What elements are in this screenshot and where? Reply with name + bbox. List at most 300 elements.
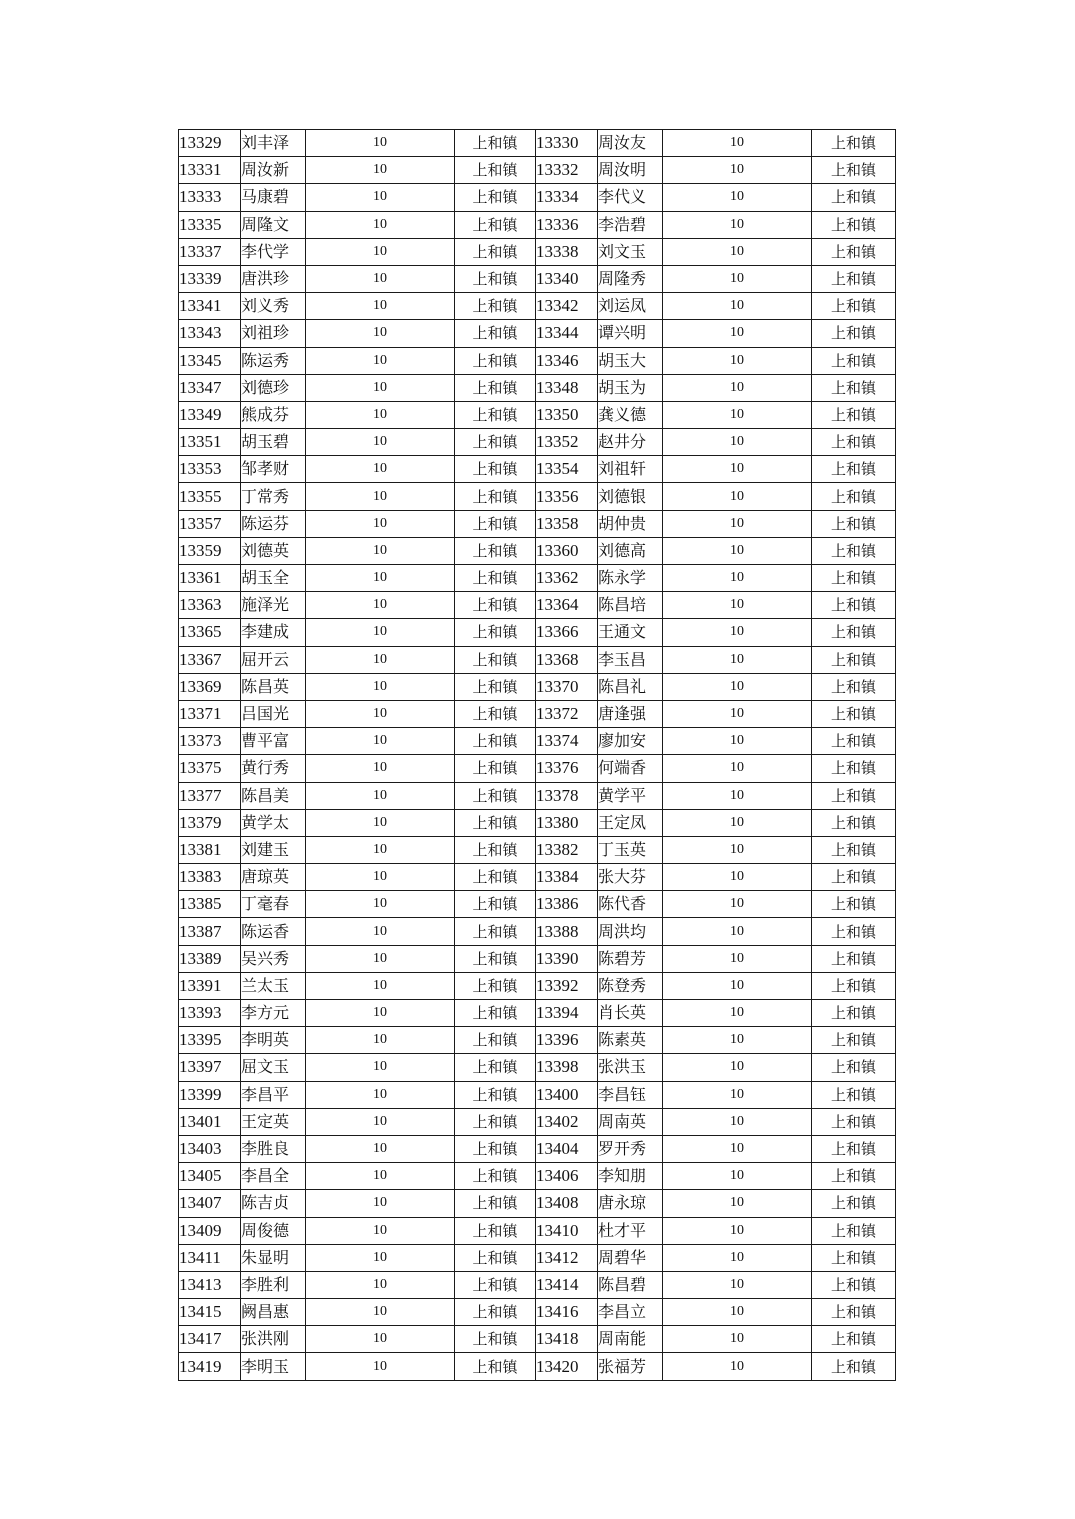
left-town-cell: 上和镇 (455, 1054, 536, 1081)
left-amount-cell: 10 (306, 700, 455, 727)
right-record-id-cell: 13350 (536, 401, 598, 428)
left-record-id-cell: 13401 (179, 1108, 241, 1135)
left-town-cell: 上和镇 (455, 1027, 536, 1054)
left-person-name-cell: 熊成芬 (241, 401, 306, 428)
left-person-name-cell: 吕国光 (241, 700, 306, 727)
right-town-cell: 上和镇 (812, 972, 896, 999)
table-row (179, 1217, 896, 1244)
right-amount-cell: 10 (663, 184, 812, 211)
right-person-name-cell: 陈登秀 (598, 972, 663, 999)
left-person-name-cell: 胡玉全 (241, 565, 306, 592)
left-amount-cell: 10 (306, 1244, 455, 1271)
left-record-id-cell: 13377 (179, 782, 241, 809)
left-person-name-cell: 陈运秀 (241, 347, 306, 374)
table-row (179, 320, 896, 347)
table-row (179, 130, 896, 157)
right-town-cell: 上和镇 (812, 1326, 896, 1353)
left-record-id-cell: 13415 (179, 1299, 241, 1326)
right-record-id-cell: 13402 (536, 1108, 598, 1135)
left-person-name-cell: 曹平富 (241, 728, 306, 755)
right-record-id-cell: 13416 (536, 1299, 598, 1326)
right-record-id-cell: 13378 (536, 782, 598, 809)
right-town-cell: 上和镇 (812, 537, 896, 564)
left-town-cell: 上和镇 (455, 1000, 536, 1027)
left-record-id-cell: 13337 (179, 238, 241, 265)
left-person-name-cell: 王定英 (241, 1108, 306, 1135)
table-row (179, 293, 896, 320)
right-person-name-cell: 杜才平 (598, 1217, 663, 1244)
left-amount-cell: 10 (306, 1190, 455, 1217)
left-person-name-cell: 刘建玉 (241, 836, 306, 863)
left-amount-cell: 10 (306, 1271, 455, 1298)
right-amount-cell: 10 (663, 673, 812, 700)
right-town-cell: 上和镇 (812, 700, 896, 727)
left-amount-cell: 10 (306, 1353, 455, 1380)
table-row (179, 673, 896, 700)
right-town-cell: 上和镇 (812, 864, 896, 891)
left-record-id-cell: 13419 (179, 1353, 241, 1380)
left-town-cell: 上和镇 (455, 1081, 536, 1108)
right-town-cell: 上和镇 (812, 1190, 896, 1217)
right-town-cell: 上和镇 (812, 565, 896, 592)
right-person-name-cell: 陈昌礼 (598, 673, 663, 700)
left-amount-cell: 10 (306, 728, 455, 755)
right-record-id-cell: 13384 (536, 864, 598, 891)
left-person-name-cell: 李明玉 (241, 1353, 306, 1380)
right-amount-cell: 10 (663, 1108, 812, 1135)
right-record-id-cell: 13380 (536, 809, 598, 836)
left-amount-cell: 10 (306, 456, 455, 483)
left-person-name-cell: 李胜良 (241, 1135, 306, 1162)
right-town-cell: 上和镇 (812, 456, 896, 483)
left-record-id-cell: 13369 (179, 673, 241, 700)
right-person-name-cell: 张大芬 (598, 864, 663, 891)
right-town-cell: 上和镇 (812, 809, 896, 836)
right-amount-cell: 10 (663, 809, 812, 836)
right-person-name-cell: 李昌立 (598, 1299, 663, 1326)
left-person-name-cell: 屈文玉 (241, 1054, 306, 1081)
table-row (179, 891, 896, 918)
left-record-id-cell: 13359 (179, 537, 241, 564)
left-amount-cell: 10 (306, 293, 455, 320)
right-record-id-cell: 13386 (536, 891, 598, 918)
right-amount-cell: 10 (663, 374, 812, 401)
left-amount-cell: 10 (306, 184, 455, 211)
left-person-name-cell: 施泽光 (241, 592, 306, 619)
right-town-cell: 上和镇 (812, 184, 896, 211)
right-record-id-cell: 13348 (536, 374, 598, 401)
right-town-cell: 上和镇 (812, 755, 896, 782)
right-record-id-cell: 13382 (536, 836, 598, 863)
left-person-name-cell: 周隆文 (241, 211, 306, 238)
table-row (179, 1000, 896, 1027)
right-person-name-cell: 李知朋 (598, 1163, 663, 1190)
left-person-name-cell: 邹孝财 (241, 456, 306, 483)
right-record-id-cell: 13366 (536, 619, 598, 646)
left-person-name-cell: 唐琼英 (241, 864, 306, 891)
right-amount-cell: 10 (663, 320, 812, 347)
left-amount-cell: 10 (306, 809, 455, 836)
right-record-id-cell: 13354 (536, 456, 598, 483)
left-town-cell: 上和镇 (455, 130, 536, 157)
left-town-cell: 上和镇 (455, 673, 536, 700)
right-town-cell: 上和镇 (812, 1299, 896, 1326)
right-record-id-cell: 13346 (536, 347, 598, 374)
right-town-cell: 上和镇 (812, 320, 896, 347)
left-record-id-cell: 13347 (179, 374, 241, 401)
left-person-name-cell: 李昌全 (241, 1163, 306, 1190)
left-town-cell: 上和镇 (455, 429, 536, 456)
right-person-name-cell: 张福芳 (598, 1353, 663, 1380)
left-person-name-cell: 刘祖珍 (241, 320, 306, 347)
right-town-cell: 上和镇 (812, 429, 896, 456)
left-person-name-cell: 陈吉贞 (241, 1190, 306, 1217)
right-person-name-cell: 陈昌培 (598, 592, 663, 619)
left-amount-cell: 10 (306, 401, 455, 428)
right-record-id-cell: 13418 (536, 1326, 598, 1353)
right-record-id-cell: 13352 (536, 429, 598, 456)
right-amount-cell: 10 (663, 1027, 812, 1054)
right-town-cell: 上和镇 (812, 836, 896, 863)
table-row (179, 782, 896, 809)
right-amount-cell: 10 (663, 483, 812, 510)
left-person-name-cell: 周俊德 (241, 1217, 306, 1244)
right-person-name-cell: 黄学平 (598, 782, 663, 809)
right-person-name-cell: 刘德高 (598, 537, 663, 564)
left-person-name-cell: 周汝新 (241, 157, 306, 184)
right-amount-cell: 10 (663, 1081, 812, 1108)
left-town-cell: 上和镇 (455, 1190, 536, 1217)
right-town-cell: 上和镇 (812, 1271, 896, 1298)
table-row (179, 184, 896, 211)
right-town-cell: 上和镇 (812, 211, 896, 238)
left-amount-cell: 10 (306, 755, 455, 782)
right-record-id-cell: 13358 (536, 510, 598, 537)
right-record-id-cell: 13420 (536, 1353, 598, 1380)
right-town-cell: 上和镇 (812, 293, 896, 320)
right-town-cell: 上和镇 (812, 891, 896, 918)
table-row (179, 456, 896, 483)
right-amount-cell: 10 (663, 537, 812, 564)
left-amount-cell: 10 (306, 945, 455, 972)
right-person-name-cell: 唐逢强 (598, 700, 663, 727)
right-record-id-cell: 13376 (536, 755, 598, 782)
left-town-cell: 上和镇 (455, 945, 536, 972)
right-record-id-cell: 13334 (536, 184, 598, 211)
right-record-id-cell: 13404 (536, 1135, 598, 1162)
right-person-name-cell: 龚义德 (598, 401, 663, 428)
left-amount-cell: 10 (306, 646, 455, 673)
right-person-name-cell: 周隆秀 (598, 265, 663, 292)
left-town-cell: 上和镇 (455, 728, 536, 755)
left-record-id-cell: 13349 (179, 401, 241, 428)
right-town-cell: 上和镇 (812, 945, 896, 972)
left-amount-cell: 10 (306, 1081, 455, 1108)
right-amount-cell: 10 (663, 646, 812, 673)
right-person-name-cell: 周汝明 (598, 157, 663, 184)
right-record-id-cell: 13396 (536, 1027, 598, 1054)
left-town-cell: 上和镇 (455, 700, 536, 727)
left-person-name-cell: 陈运芬 (241, 510, 306, 537)
left-person-name-cell: 陈昌美 (241, 782, 306, 809)
left-record-id-cell: 13407 (179, 1190, 241, 1217)
right-record-id-cell: 13368 (536, 646, 598, 673)
left-person-name-cell: 阙昌惠 (241, 1299, 306, 1326)
right-amount-cell: 10 (663, 1326, 812, 1353)
left-amount-cell: 10 (306, 1054, 455, 1081)
right-record-id-cell: 13360 (536, 537, 598, 564)
table-row (179, 157, 896, 184)
right-amount-cell: 10 (663, 755, 812, 782)
left-town-cell: 上和镇 (455, 1244, 536, 1271)
right-amount-cell: 10 (663, 565, 812, 592)
left-town-cell: 上和镇 (455, 157, 536, 184)
table-row (179, 1108, 896, 1135)
right-town-cell: 上和镇 (812, 1081, 896, 1108)
right-record-id-cell: 13338 (536, 238, 598, 265)
right-record-id-cell: 13412 (536, 1244, 598, 1271)
left-amount-cell: 10 (306, 211, 455, 238)
table-row (179, 592, 896, 619)
left-record-id-cell: 13335 (179, 211, 241, 238)
right-record-id-cell: 13410 (536, 1217, 598, 1244)
right-person-name-cell: 周汝友 (598, 130, 663, 157)
left-amount-cell: 10 (306, 1163, 455, 1190)
right-town-cell: 上和镇 (812, 1054, 896, 1081)
left-person-name-cell: 丁常秀 (241, 483, 306, 510)
right-amount-cell: 10 (663, 728, 812, 755)
left-record-id-cell: 13331 (179, 157, 241, 184)
left-record-id-cell: 13405 (179, 1163, 241, 1190)
left-amount-cell: 10 (306, 864, 455, 891)
roster-body (179, 130, 896, 1381)
right-town-cell: 上和镇 (812, 130, 896, 157)
left-town-cell: 上和镇 (455, 619, 536, 646)
table-row (179, 755, 896, 782)
right-amount-cell: 10 (663, 1244, 812, 1271)
left-record-id-cell: 13395 (179, 1027, 241, 1054)
left-amount-cell: 10 (306, 1027, 455, 1054)
right-town-cell: 上和镇 (812, 673, 896, 700)
right-town-cell: 上和镇 (812, 1108, 896, 1135)
right-town-cell: 上和镇 (812, 918, 896, 945)
right-town-cell: 上和镇 (812, 592, 896, 619)
left-amount-cell: 10 (306, 673, 455, 700)
left-town-cell: 上和镇 (455, 836, 536, 863)
left-town-cell: 上和镇 (455, 293, 536, 320)
left-town-cell: 上和镇 (455, 265, 536, 292)
table-row (179, 700, 896, 727)
left-record-id-cell: 13389 (179, 945, 241, 972)
right-person-name-cell: 陈素英 (598, 1027, 663, 1054)
left-amount-cell: 10 (306, 972, 455, 999)
left-amount-cell: 10 (306, 1299, 455, 1326)
table-row (179, 238, 896, 265)
right-record-id-cell: 13332 (536, 157, 598, 184)
left-person-name-cell: 李昌平 (241, 1081, 306, 1108)
table-row (179, 510, 896, 537)
right-amount-cell: 10 (663, 619, 812, 646)
right-record-id-cell: 13390 (536, 945, 598, 972)
right-amount-cell: 10 (663, 1190, 812, 1217)
left-person-name-cell: 黄行秀 (241, 755, 306, 782)
left-amount-cell: 10 (306, 374, 455, 401)
left-town-cell: 上和镇 (455, 347, 536, 374)
table-row (179, 728, 896, 755)
table-row (179, 1271, 896, 1298)
right-record-id-cell: 13392 (536, 972, 598, 999)
right-record-id-cell: 13388 (536, 918, 598, 945)
right-town-cell: 上和镇 (812, 1353, 896, 1380)
left-amount-cell: 10 (306, 1108, 455, 1135)
right-amount-cell: 10 (663, 918, 812, 945)
left-record-id-cell: 13381 (179, 836, 241, 863)
left-record-id-cell: 13353 (179, 456, 241, 483)
right-amount-cell: 10 (663, 1163, 812, 1190)
right-amount-cell: 10 (663, 1353, 812, 1380)
right-amount-cell: 10 (663, 265, 812, 292)
right-person-name-cell: 王定凤 (598, 809, 663, 836)
right-record-id-cell: 13356 (536, 483, 598, 510)
left-town-cell: 上和镇 (455, 755, 536, 782)
table-row (179, 347, 896, 374)
right-person-name-cell: 丁玉英 (598, 836, 663, 863)
left-amount-cell: 10 (306, 510, 455, 537)
right-amount-cell: 10 (663, 891, 812, 918)
right-person-name-cell: 周洪均 (598, 918, 663, 945)
left-amount-cell: 10 (306, 320, 455, 347)
left-person-name-cell: 黄学太 (241, 809, 306, 836)
table-row (179, 1081, 896, 1108)
right-amount-cell: 10 (663, 510, 812, 537)
left-record-id-cell: 13367 (179, 646, 241, 673)
left-record-id-cell: 13339 (179, 265, 241, 292)
table-row (179, 646, 896, 673)
right-amount-cell: 10 (663, 700, 812, 727)
right-amount-cell: 10 (663, 238, 812, 265)
right-person-name-cell: 唐永琼 (598, 1190, 663, 1217)
left-person-name-cell: 刘德珍 (241, 374, 306, 401)
right-person-name-cell: 刘文玉 (598, 238, 663, 265)
right-record-id-cell: 13414 (536, 1271, 598, 1298)
left-record-id-cell: 13383 (179, 864, 241, 891)
table-row (179, 211, 896, 238)
right-record-id-cell: 13408 (536, 1190, 598, 1217)
left-record-id-cell: 13351 (179, 429, 241, 456)
left-amount-cell: 10 (306, 347, 455, 374)
right-person-name-cell: 陈代香 (598, 891, 663, 918)
left-record-id-cell: 13373 (179, 728, 241, 755)
table-row (179, 1054, 896, 1081)
left-town-cell: 上和镇 (455, 238, 536, 265)
left-record-id-cell: 13361 (179, 565, 241, 592)
left-record-id-cell: 13417 (179, 1326, 241, 1353)
left-town-cell: 上和镇 (455, 1108, 536, 1135)
left-record-id-cell: 13413 (179, 1271, 241, 1298)
right-record-id-cell: 13370 (536, 673, 598, 700)
left-record-id-cell: 13355 (179, 483, 241, 510)
left-record-id-cell: 13343 (179, 320, 241, 347)
left-town-cell: 上和镇 (455, 972, 536, 999)
right-amount-cell: 10 (663, 157, 812, 184)
right-person-name-cell: 何端香 (598, 755, 663, 782)
left-town-cell: 上和镇 (455, 1163, 536, 1190)
right-town-cell: 上和镇 (812, 510, 896, 537)
right-person-name-cell: 肖长英 (598, 1000, 663, 1027)
left-town-cell: 上和镇 (455, 918, 536, 945)
right-amount-cell: 10 (663, 945, 812, 972)
left-person-name-cell: 兰太玉 (241, 972, 306, 999)
left-person-name-cell: 屈开云 (241, 646, 306, 673)
right-record-id-cell: 13394 (536, 1000, 598, 1027)
right-person-name-cell: 谭兴明 (598, 320, 663, 347)
right-person-name-cell: 刘祖轩 (598, 456, 663, 483)
left-amount-cell: 10 (306, 130, 455, 157)
table-row (179, 836, 896, 863)
right-amount-cell: 10 (663, 211, 812, 238)
left-town-cell: 上和镇 (455, 320, 536, 347)
left-record-id-cell: 13365 (179, 619, 241, 646)
left-amount-cell: 10 (306, 238, 455, 265)
left-record-id-cell: 13385 (179, 891, 241, 918)
right-amount-cell: 10 (663, 972, 812, 999)
table-row (179, 1163, 896, 1190)
left-amount-cell: 10 (306, 537, 455, 564)
table-row (179, 1135, 896, 1162)
left-record-id-cell: 13399 (179, 1081, 241, 1108)
table-row (179, 1190, 896, 1217)
left-town-cell: 上和镇 (455, 782, 536, 809)
right-amount-cell: 10 (663, 864, 812, 891)
right-amount-cell: 10 (663, 429, 812, 456)
right-record-id-cell: 13398 (536, 1054, 598, 1081)
right-town-cell: 上和镇 (812, 1135, 896, 1162)
left-record-id-cell: 13333 (179, 184, 241, 211)
left-person-name-cell: 刘丰泽 (241, 130, 306, 157)
left-amount-cell: 10 (306, 891, 455, 918)
left-record-id-cell: 13329 (179, 130, 241, 157)
right-town-cell: 上和镇 (812, 1244, 896, 1271)
roster-table (178, 129, 896, 1381)
left-amount-cell: 10 (306, 619, 455, 646)
right-record-id-cell: 13340 (536, 265, 598, 292)
table-row (179, 864, 896, 891)
right-amount-cell: 10 (663, 592, 812, 619)
table-row (179, 809, 896, 836)
right-person-name-cell: 陈碧芳 (598, 945, 663, 972)
left-town-cell: 上和镇 (455, 1353, 536, 1380)
right-person-name-cell: 胡玉大 (598, 347, 663, 374)
left-amount-cell: 10 (306, 157, 455, 184)
left-person-name-cell: 李方元 (241, 1000, 306, 1027)
left-town-cell: 上和镇 (455, 510, 536, 537)
left-amount-cell: 10 (306, 782, 455, 809)
left-town-cell: 上和镇 (455, 537, 536, 564)
left-amount-cell: 10 (306, 483, 455, 510)
left-person-name-cell: 吴兴秀 (241, 945, 306, 972)
table-row (179, 429, 896, 456)
left-person-name-cell: 唐洪珍 (241, 265, 306, 292)
left-amount-cell: 10 (306, 565, 455, 592)
left-person-name-cell: 张洪刚 (241, 1326, 306, 1353)
right-amount-cell: 10 (663, 1000, 812, 1027)
right-town-cell: 上和镇 (812, 1000, 896, 1027)
left-record-id-cell: 13357 (179, 510, 241, 537)
right-person-name-cell: 李浩碧 (598, 211, 663, 238)
table-row (179, 1326, 896, 1353)
left-record-id-cell: 13403 (179, 1135, 241, 1162)
left-person-name-cell: 胡玉碧 (241, 429, 306, 456)
